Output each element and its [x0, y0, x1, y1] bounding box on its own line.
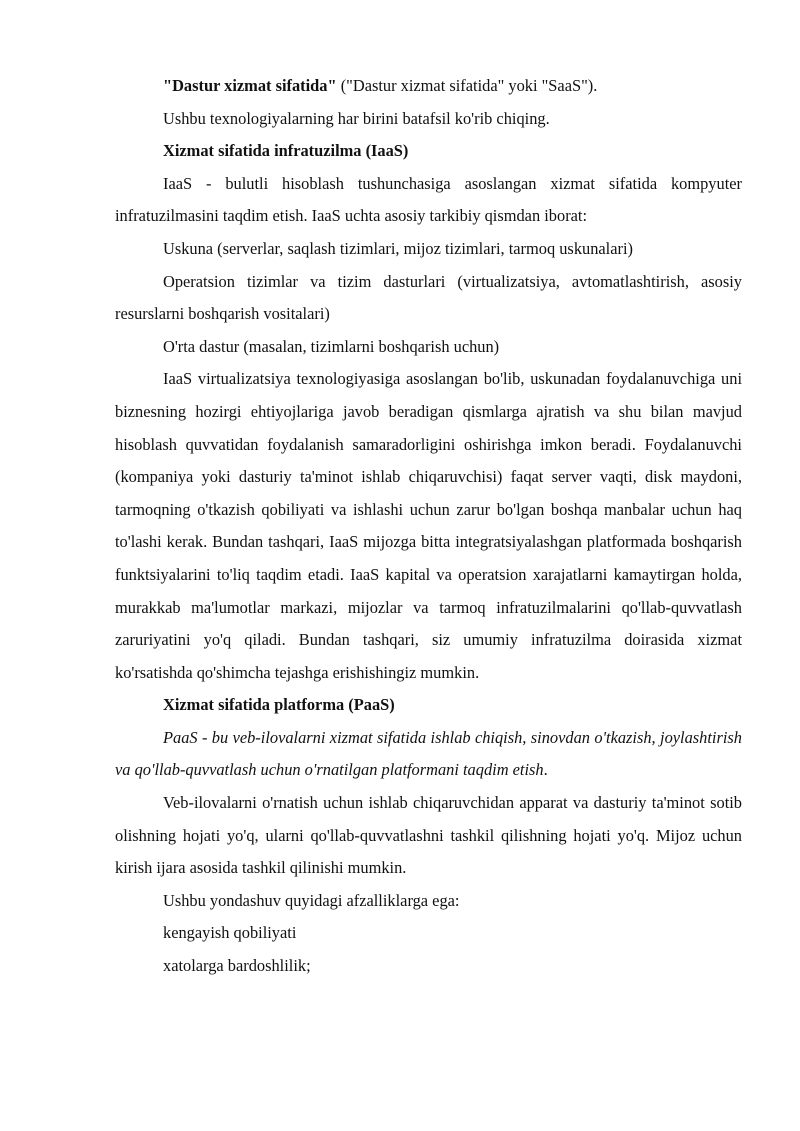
paragraph-intro: Ushbu texnologiyalarning har birini batafsil ko'rib chiqing.: [163, 108, 550, 128]
list-item-scalability: kengayish qobiliyati: [163, 923, 297, 943]
paragraph-iaas-definition: IaaS - bulutli hisoblash tushunchasiga asoslangan xizmat sifatida kompyuter infratuzilmasini taqdim etish. IaaS uchta asosiy tarkibiy qismdan iborat:: [115, 173, 742, 226]
list-item-operating-systems: Operatsion tizimlar va tizim dasturlari (virtualizatsiya, avtomatlashtirish, asosiy resurslarni boshqarish vositalari): [115, 271, 742, 324]
paas-definition-italic: PaaS - bu veb-ilovalarni xizmat sifatida ishlab chiqish, sinovdan o'tkazish, joylashtirish va qo'llab-quvvatlash uchun o'rnatilgan platformani taqdim etish: [115, 727, 742, 780]
document-page: [115, 70, 742, 983]
list-item-fault-tolerance: xatolarga bardoshlilik;: [163, 956, 311, 976]
paragraph-iaas-details: IaaS virtualizatsiya texnologiyasiga asoslangan bo'lib, uskunadan foydalanuvchiga uni biznesning hozirgi ehtiyojlariga javob beradigan qismlarga ajratish va shu bilan mavjud hisoblash quvvatidan foydalanish samaradorligini oshirishga imkon beradi. Foydalanuvchi (kompaniya yoki dasturiy ta'minot ishlab chiqaruvchisi) faqat server vaqti, disk maydoni, tarmoqning o'tkazish qobiliyati va ishlashi uchun zarur bo'lgan boshqa manbalar uchun haq to'lashi kerak. Bundan tashqari, IaaS mijozga bitta integratsiyalashgan platformada boshqarish funktsiyalarini to'liq taqdim etadi. IaaS kapital va operatsion xarajatlarni kamaytirgan holda, murakkab ma'lumotlar markazi, mijozlar va tarmoq infratuzilmalarini qo'llab-quvvatlash zaruriyatini yo'q qiladi. Bundan tashqari, siz umumiy infratuzilma doirasida xizmat ko'rsatishda qo'shimcha tejashga erishishingiz mumkin.: [115, 369, 742, 682]
saas-term-text: ("Dastur xizmat sifatida" yoki "SaaS").: [336, 76, 598, 95]
list-item-hardware: Uskuna (serverlar, saqlash tizimlari, mijoz tizimlari, tarmoq uskunalari): [163, 238, 633, 258]
heading-iaas: Xizmat sifatida infratuzilma (IaaS): [163, 141, 409, 161]
paragraph-saas-definition: [115, 70, 742, 103]
paragraph-advantages-intro: Ushbu yondashuv quyidagi afzalliklarga ega:: [163, 890, 460, 910]
saas-term: "Dastur xizmat sifatida": [163, 76, 337, 95]
list-item-middleware: O'rta dastur (masalan, tizimlarni boshqarish uchun): [163, 336, 500, 356]
paas-definition-end: .: [543, 760, 548, 780]
heading-paas: Xizmat sifatida platforma (PaaS): [163, 695, 395, 715]
paragraph-paas-details: Veb-ilovalarni o'rnatish uchun ishlab chiqaruvchidan apparat va dasturiy ta'minot sotib olishning hojati yo'q, ularni qo'llab-quvvatlashni tashkil qilishning hojati yo'q. Mijoz uchun kirish ijara asosida tashkil qilinishi mumkin.: [115, 793, 742, 878]
paragraph-paas-definition: [115, 722, 742, 787]
